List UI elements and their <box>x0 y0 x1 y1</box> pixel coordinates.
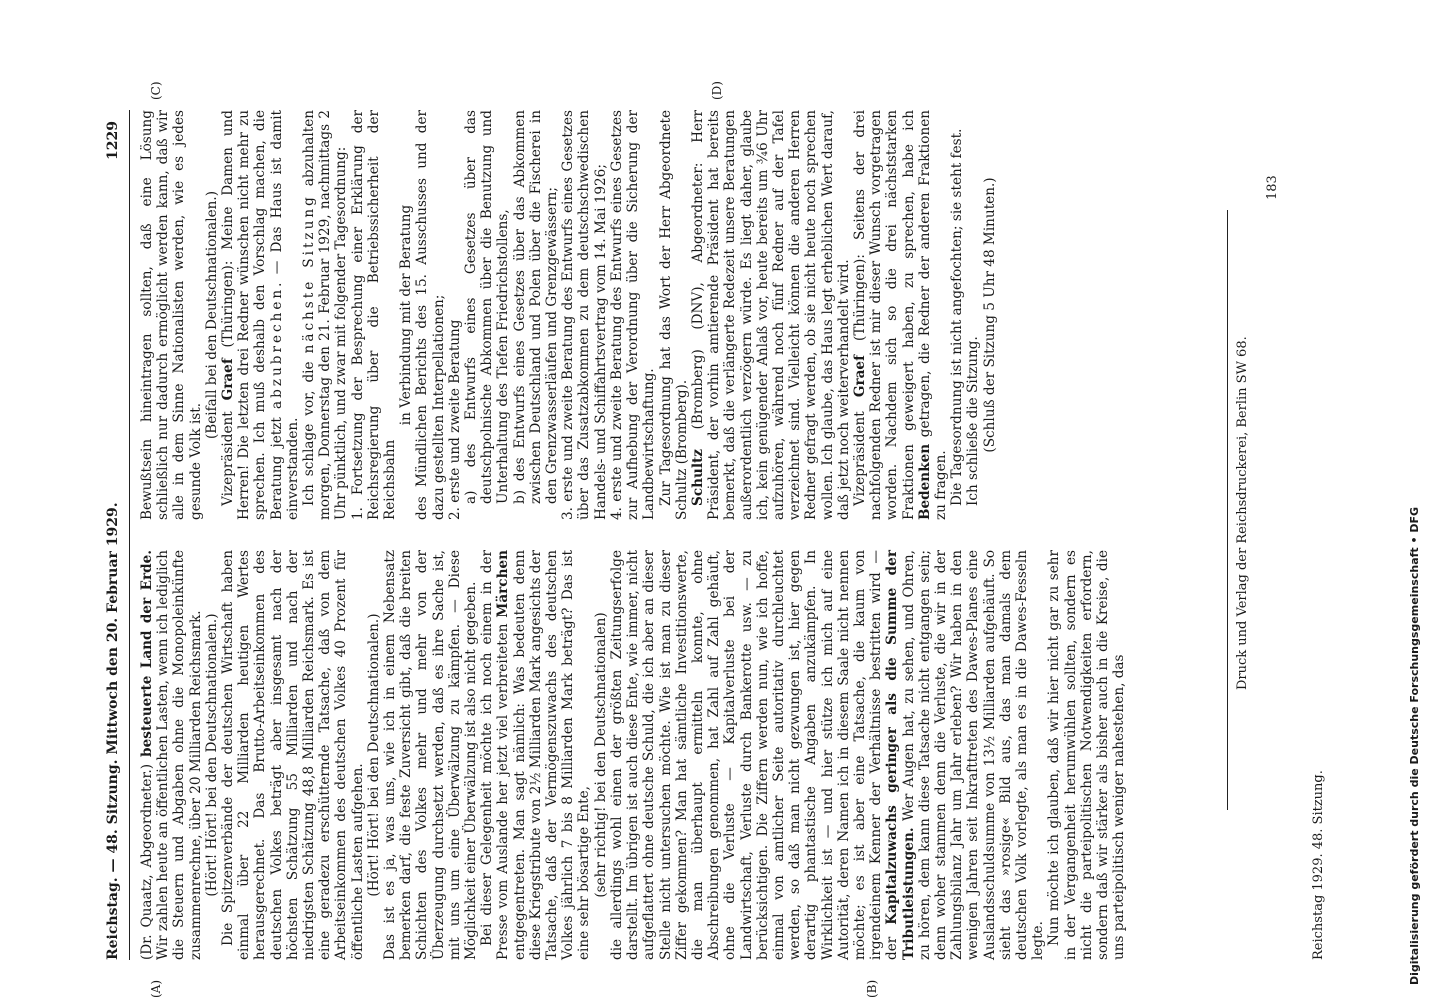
digitization-note <box>1408 0 1428 985</box>
spaced-emphasis: abzubrechen <box>268 286 285 409</box>
speech-paragraph: Ich schließe die Sitzung. <box>965 336 982 506</box>
speaker-name: Graef <box>851 355 868 398</box>
speech-paragraph <box>479 550 592 960</box>
interjection: (Hört! Hört! bei den Deutschnationalen.) <box>365 613 382 897</box>
interjection: (Hört! Hört! bei den Deutschnationalen.) <box>203 613 220 897</box>
signature-line: Reichstag 1929. 48. Sitzung. <box>1311 770 1326 960</box>
agenda-item: in Verbindung mit der Beratung <box>398 204 415 426</box>
speech-paragraph: Die Spitzenverbände der deutschen Wirtschaft haben einmal über 22 Milliarden heutigen Wertes herausgerechnet. Das Brutto-Arbeitseinkommen des deutschen Volkes beträgt aber insgesamt nach der höchsten Schätzung 55 Milliarden und nach der niedrigsten Schätzung 48,8 Milliarden Reichsmark. Es ist eine geradezu erschütternde Tatsache, daß von dem Arbeitseinkommen des deutschen Volkes 40 Prozent für öffentliche Lasten aufgehen. <box>220 550 366 960</box>
dfg-note-text: Digitalisierung gefördert durch die Deutsche Forschungsgemeinschaft • DFG <box>1408 506 1421 985</box>
emphasis: Kapitalzuwachs geringer als die Summe der Tributleistungen. <box>884 550 917 960</box>
header-title: Reichstag. — 48. Sitzung. Mittwoch den 20. Februar 1929. <box>105 502 121 960</box>
paragraph-text: entgegentreten. Man sagt nämlich: Was bedeuten denn diese Kriegstribute von 2½ Milliarden Mark angesichts der Tatsache, daß der Vermögenszuwachs des deutschen Volkes jährlich 7 bis 8 Milliarden Mark beträgt? Das ist eine sehr bösartige Ente, <box>511 550 593 960</box>
spaced-emphasis: nächste Sitzung <box>301 194 318 354</box>
paragraph-text: Ich schlage vor, die <box>301 353 318 506</box>
page-header <box>105 502 121 960</box>
speech-paragraph <box>609 550 1046 960</box>
paragraph-text: getragen, die Redner der anderen Fraktionen zu fragen. <box>916 110 949 520</box>
interjection: (Beifall bei den Deutschnationalen.) <box>203 190 220 440</box>
agenda-item: 2. erste und zweite Beratung <box>446 319 463 520</box>
closing-note: (Schluß der Sitzung 5 Uhr 48 Minuten.) <box>981 177 998 453</box>
speaker-name: Schultz <box>689 448 706 506</box>
paragraph-text: abzuhalten morgen, Donnerstag den 21. Februar 1929, nachmittags 2 Uhr pünktlich, und zwar mit folgender Tagesordnung: <box>301 110 350 520</box>
printer-imprint: Druck und Verlag der Reichsdruckerei, Berlin SW 68. <box>1235 336 1250 690</box>
emphasis: besteuerte Land der Erde. <box>139 549 155 757</box>
emphasis: Märchen <box>495 550 512 618</box>
paragraph-text: Wer Augen hat, zu sehen, und Ohren, zu hören, dem kann diese Tatsache nicht entgangen sein; denn woher stammen denn die Verluste, die wir in der Zahlungsbilanz Jahr um Jahr erleben? Wir haben in den wenigen Jahren seit Inkrafttreten des Dawes-Planes eine Auslandsschuldsumme von 13½ Milliarden aufgehäuft. So sieht das »rosige« Bild aus, das man damals dem deutschen Volk vorlegte, als man es in die Dawes-Fesseln legte. <box>900 550 1047 960</box>
column-right <box>139 110 998 520</box>
rotated-page <box>105 81 1345 998</box>
paragraph-text: Wir zahlen heute an öffentlichen Lasten, wenn ich lediglich die Steuern und Abgaben ohne die Monopoleinkünfte zusammenrechne, über 20 Milliarden Reichsmark. <box>155 549 204 960</box>
paragraph-text: . — Das Haus ist damit einverstanden. <box>268 109 301 520</box>
speech-paragraph: Die Tagesordnung ist nicht angefochten; sie steht fest. <box>949 128 966 506</box>
margin-mark-d: (D) <box>710 81 724 100</box>
paragraph-text: die allerdings wohl einen der größten Zeitungserfolge darstellt. Im übrigen ist auch diese Ente, wie immer, nicht aufgeflattert ohne deutsche Schuld, die ich aber an dieser Stelle nicht untersuchen möchte. Wie ist man zu dieser Ziffer gekommen? Man hat sämtliche Investitionswerte, die man überhaupt ermitteln konnte, ohne Abschreibungen genommen, hat Zahl auf Zahl gehäuft, ohne die Verluste — Kapitalverluste bei der Landwirtschaft, Verluste durch Bankerotte usw. — zu berücksichtigen. Die Ziffern werden nun, wie ich hoffe, einmal von amtlicher Seite autoritativ durchleuchtet werden, so daß man nicht gezwungen ist, hier gegen derartig phantastische Angaben anzukämpfen. In Wirklichkeit ist — und hier stütze ich mich auf eine Autorität, deren Namen ich in diesem Saale nicht nennen möchte; es ist aber eine Tatsache, die kaum von irgendeinem Kenner der Verhältnisse bestritten wird — der <box>608 550 901 960</box>
speech-paragraph <box>220 110 301 520</box>
paragraph-text: (Bromberg) (DNV), Abgeordneter: Herr Präsident, der vorhin amtierende Präsident hat bereits bemerkt, daß die verlängerte Redezeit unsere Beratungen außerordentlich verzögern würde. Es liegt daher, glaube ich, kein genügender Anlaß vor, heute bereits um ¾6 Uhr aufzuhören, während noch fünf Redner auf der Tafel verzeichnet sind. Vielleicht können die anderen Herren Redner gefragt werden, ob sie nicht heute noch sprechen wollen. Ich glaube, das Haus legt erheblichen Wert darauf, daß jetzt noch weiterverhandelt wird. <box>689 110 852 520</box>
paragraph-text: Vizepräsident <box>220 400 237 506</box>
interjection: (sehr richtig! bei den Deutschnationalen) <box>592 612 609 898</box>
margin-mark-c: (C) <box>149 81 163 100</box>
agenda-item: 3. erste und zweite Beratung des Entwurfs eines Gesetzes über das Zusatzabkommen zu dem deutschschwedischen Handels- und Schiffahrtsvertrag vom 14. Mai 1926; <box>560 110 609 520</box>
speech-paragraph <box>852 110 949 520</box>
speech-paragraph <box>690 110 852 520</box>
speech-paragraph: Nun möchte ich glauben, daß wir hier nicht gar zu sehr in der Vergangenheit herumwühlen sollten, sondern es nicht die parteipolitischen Notwendigkeiten erfordern, sondern daß wir stärker als bisher auch in die Kreise, die uns parteipolitisch weniger nahestehen, das <box>1046 550 1128 960</box>
header-rule <box>129 110 130 960</box>
speech-paragraph <box>301 110 350 520</box>
page-number: 1229 <box>105 121 121 160</box>
margin-mark-b: (B) <box>865 979 879 998</box>
speech-paragraph <box>139 550 204 960</box>
margin-mark-a: (A) <box>149 979 163 998</box>
footer-rule <box>1227 210 1228 810</box>
column-left <box>139 550 1127 960</box>
speech-paragraph: Das ist es ja, was uns, wie ich in einem Nebensatz bemerken darf, die feste Zuversicht gibt, daß die breiten Schichten des Volkes mehr und mehr von der Überzeugung durchsetzt werden, daß es ihre Sache ist, mit uns um eine Überwälzung zu kämpfen. — Diese Möglichkeit einer Überwälzung ist also nicht gegeben. <box>382 550 480 960</box>
speech-paragraph: Bewußtsein hineintragen sollten, daß eine Lösung schließlich nur dadurch ermöglicht werden kann, daß wir alle in dem Sinne Nationalisten werden, wie es jedes gesunde Volk ist. <box>139 110 204 520</box>
agenda-item: 4. erste und zweite Beratung des Entwurfs eines Gesetzes zur Aufhebung der Verordnung über die Sicherung der Landbewirtschaftung. <box>608 110 658 520</box>
emphasis: Bedenken <box>916 443 933 520</box>
sheet-number: 183 <box>1265 175 1280 200</box>
speech-paragraph: Zur Tagesordnung hat das Wort der Herr Abgeordnete Schultz (Bromberg). <box>657 110 690 520</box>
agenda-subitem: a) des Entwurfs eines Gesetzes über das deutschpolnische Abkommen über die Benutzung und Unterhaltung des Tiefen Friedrichstollens, <box>463 110 512 504</box>
agenda-item: 1. Fortsetzung der Besprechung einer Erklärung der Reichsregierung über die Betriebssicherheit der Reichsbahn <box>349 110 399 520</box>
agenda-subitem: b) des Entwurfs eines Gesetzes über das Abkommen zwischen Deutschland und Polen über die Fischerei in den Grenzwasserläufen und Grenzgewässern; <box>511 110 561 504</box>
paragraph-text: (Thüringen): Meine Damen und Herren! Die letzten drei Redner wünschen nicht mehr zu sprechen. Ich muß deshalb den Vorschlag machen, die Beratung jetzt <box>220 109 285 520</box>
agenda-item: des Mündlichen Berichts des 15. Ausschusses und der dazu gestellten Interpellationen; <box>414 110 447 520</box>
speaker-name: Graef <box>220 358 237 401</box>
paragraph-text: Bei dieser Gelegenheit möchte ich noch einem in der Presse vom Auslande her jetzt viel verbreiteten <box>479 550 512 960</box>
speaker-line: (Dr. Quaatz, Abgeordneter.) <box>139 763 155 960</box>
paragraph-text: Vizepräsident <box>851 397 868 506</box>
paragraph-text: (Thüringen): Seitens der drei nachfolgenden Redner ist mir dieser Wunsch vorgetragen worden. Nachdem sich so die drei nächststarken Fraktionen geweigert haben, zu sprechen, habe ich <box>851 109 917 520</box>
